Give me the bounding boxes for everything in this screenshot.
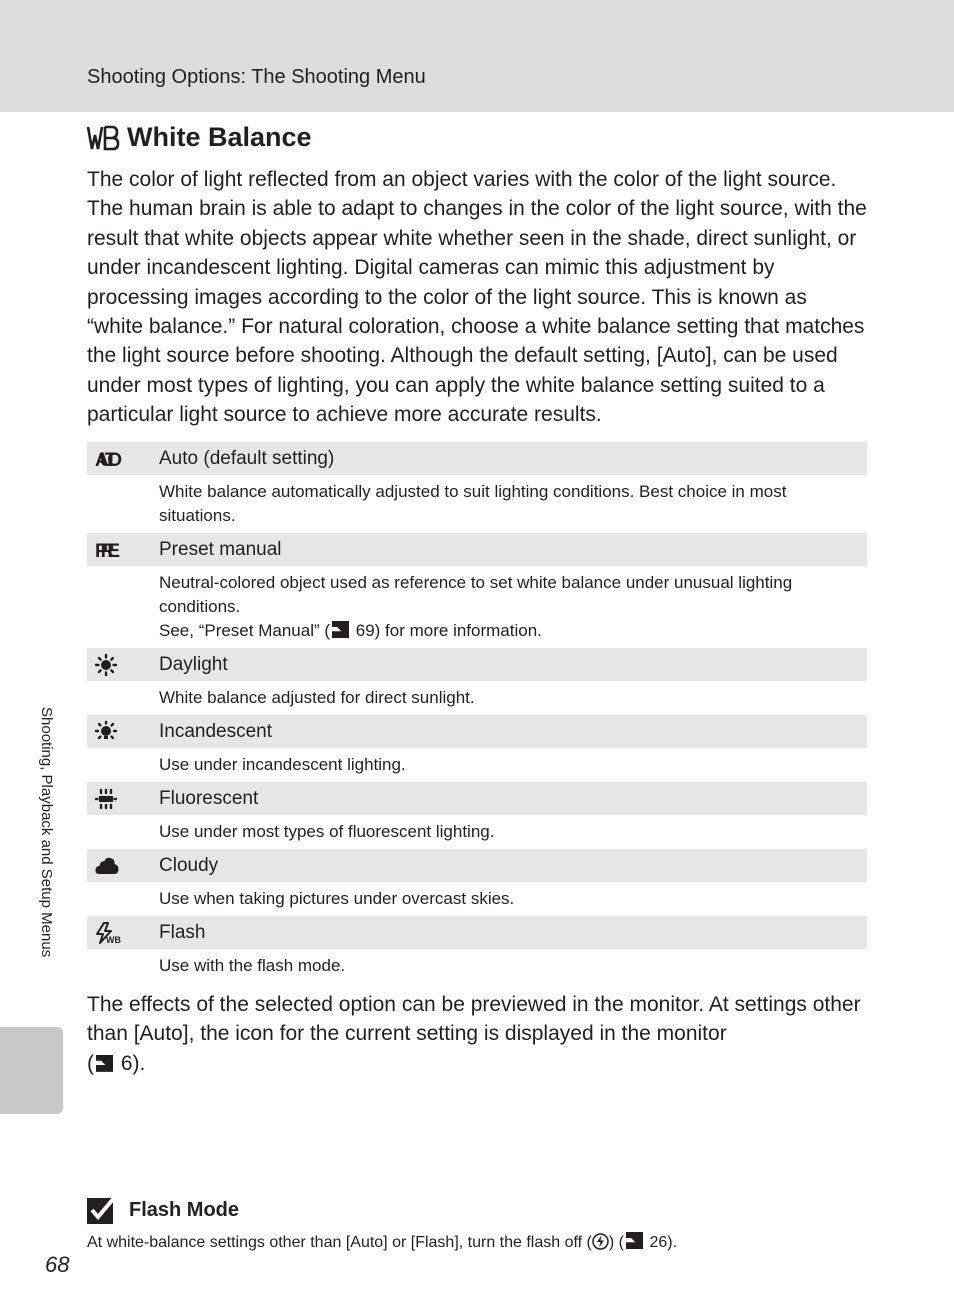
section-title: White Balance	[127, 122, 312, 152]
chapter-tab	[0, 1027, 63, 1114]
option-label: Auto (default setting)	[159, 447, 335, 469]
page-reference-icon	[626, 1232, 643, 1249]
option-label: Incandescent	[159, 720, 273, 742]
option-row-daylight	[87, 648, 867, 681]
section-heading	[87, 122, 312, 153]
option-description: Use when taking pictures under overcast skies.	[159, 889, 515, 908]
preview-paragraph: The effects of the selected option can be previewed in the monitor. At settings other than [Auto], the icon for the current setting is displayed in the monitor ( 6).	[87, 993, 861, 1075]
option-label: Fluorescent	[159, 787, 259, 809]
option-label: Cloudy	[159, 854, 219, 876]
option-label: Preset manual	[159, 538, 282, 560]
note-heading	[87, 1196, 887, 1224]
option-row-flash	[87, 916, 867, 949]
svg-text:AUTO: AUTO	[95, 449, 122, 471]
intro-paragraph: The color of light reflected from an object varies with the color of the light source. The human brain is able to adapt to changes in the color of the light source, with the result that white objects appear white whether seen in the shade, direct sunlight, or under incandescent lighting. Digital cameras can mimic this adjustment by processing images according to the color of the light source. This is known as “white balance.” For natural coloration, choose a white balance setting that matches the light source before shooting. Although the default setting, [Auto], can be used under most types of lighting, you can apply the white balance setting suited to a particular light source to achieve more accurate results.	[87, 168, 867, 427]
svg-text:WB: WB	[106, 934, 121, 945]
running-header: Shooting Options: The Shooting Menu	[87, 66, 426, 88]
option-row-auto	[87, 442, 867, 475]
flash-off-icon	[592, 1233, 609, 1250]
option-label: Flash	[159, 921, 206, 943]
option-description: White balance automatically adjusted to suit lighting conditions. Best choice in most situations.	[159, 482, 787, 525]
page-number: 68	[45, 1252, 70, 1277]
fluorescent-icon	[87, 788, 159, 810]
option-description: Use with the flash mode.	[159, 956, 346, 975]
note-check-icon	[87, 1196, 117, 1224]
page-reference-icon	[96, 1055, 113, 1072]
incandescent-icon	[87, 721, 159, 743]
cloudy-icon	[87, 856, 159, 876]
chapter-label: Shooting, Playback and Setup Menus	[38, 707, 55, 958]
option-description: Use under most types of fluorescent lighting.	[159, 822, 495, 841]
option-description: Use under incandescent lighting.	[159, 755, 406, 774]
option-row-preset-manual	[87, 533, 867, 566]
option-row-fluorescent	[87, 782, 867, 815]
preset-manual-icon	[87, 540, 159, 560]
header-band	[0, 0, 954, 112]
svg-text:PRE: PRE	[95, 540, 120, 562]
flash-icon	[87, 922, 159, 944]
option-label: Daylight	[159, 653, 228, 675]
daylight-icon	[87, 654, 159, 676]
note-title: Flash Mode	[129, 1198, 240, 1221]
option-description: Neutral-colored object used as reference to set white balance under unusual lighting conditions. See, “Preset Manual” ( 69) for more information.	[159, 573, 793, 640]
option-row-incandescent	[87, 715, 867, 748]
white-balance-options-table	[87, 442, 867, 983]
white-balance-icon	[87, 124, 119, 152]
note-text: At white-balance settings other than [Auto] or [Flash], turn the flash off ( ) ( 26).	[87, 1234, 678, 1251]
option-description: White balance adjusted for direct sunlight.	[159, 688, 475, 707]
flash-mode-note	[87, 1196, 887, 1252]
page-reference-icon	[332, 621, 349, 638]
auto-wb-icon	[87, 449, 159, 469]
option-row-cloudy	[87, 849, 867, 882]
